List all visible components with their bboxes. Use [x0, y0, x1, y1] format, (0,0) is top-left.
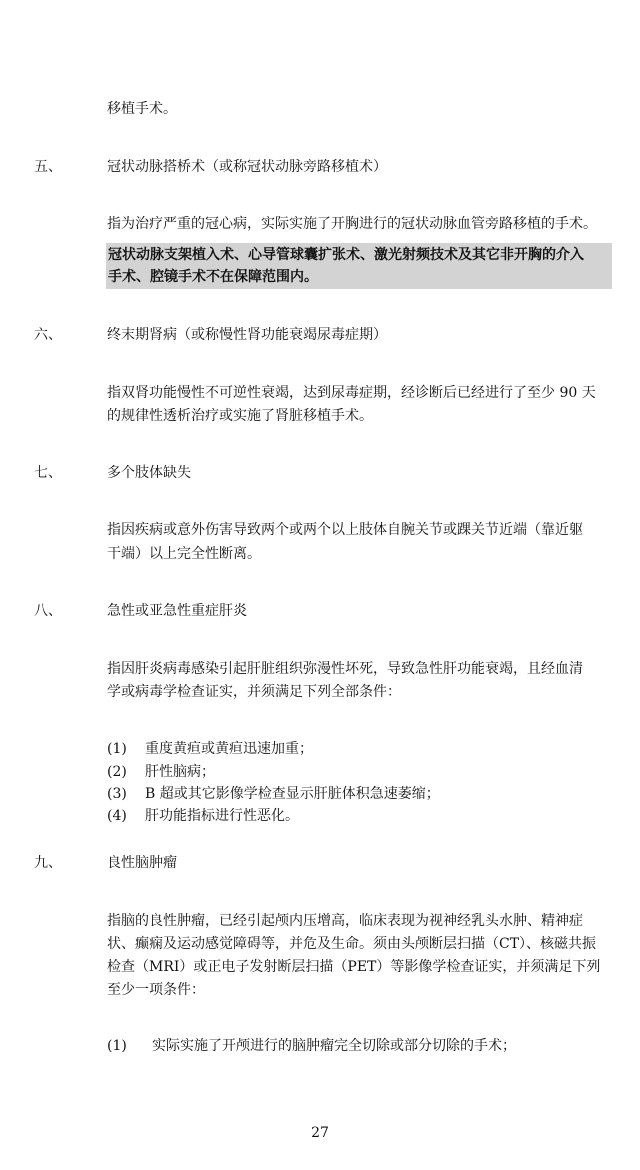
section-number: 六、: [34, 327, 62, 343]
section-title: 良性脑肿瘤: [107, 855, 177, 871]
paragraph-line: 至少一项条件：: [107, 982, 205, 998]
paragraph-line: 指脑的良性肿瘤，已经引起颅内压增高，临床表现为视神经乳头水肿、精神症: [107, 913, 583, 929]
list-item: 重度黄疸或黄疸迅速加重；: [145, 741, 313, 757]
paragraph-line: 的规律性透析治疗或实施了肾脏移植手术。: [107, 408, 373, 424]
paragraph-line: 状、癫痫及运动感觉障碍等，并危及生命。须由头颅断层扫描（CT）、核磁共振: [107, 936, 597, 952]
list-item: 肝性脑病；: [145, 764, 215, 780]
section-number: 九、: [34, 855, 62, 871]
paragraph-line: 学或病毒学检查证实，并须满足下列全部条件：: [107, 684, 401, 700]
paragraph-line: 干端）以上完全性断离。: [107, 546, 261, 562]
list-marker: (1): [107, 1038, 127, 1054]
section-number: 五、: [34, 159, 62, 175]
section-number: 八、: [34, 603, 62, 619]
list-marker: (1): [107, 741, 127, 757]
section-number: 七、: [34, 465, 62, 481]
paragraph-line: 指为治疗严重的冠心病，实际实施了开胸进行的冠状动脉血管旁路移植的手术。: [107, 216, 597, 232]
list-marker: (3): [107, 786, 127, 802]
section-title: 急性或亚急性重症肝炎: [107, 603, 247, 619]
paragraph-line: 指因疾病或意外伤害导致两个或两个以上肢体自腕关节或踝关节近端（靠近躯: [107, 522, 583, 538]
paragraph-line: 指因肝炎病毒感染引起肝脏组织弥漫性坏死，导致急性肝功能衰竭，且经血清: [107, 661, 583, 677]
list-marker: (2): [107, 764, 127, 780]
list-item: 肝功能指标进行性恶化。: [145, 808, 299, 824]
highlighted-exclusion-line: 冠状动脉支架植入术、心导管球囊扩张术、激光射频技术及其它非开胸的介入: [108, 247, 584, 263]
highlighted-exclusion-line: 手术、腔镜手术不在保障范围内。: [108, 269, 318, 285]
section-title: 终末期肾病（或称慢性肾功能衰竭尿毒症期）: [107, 327, 387, 343]
section-title: 冠状动脉搭桥术（或称冠状动脉旁路移植术）: [107, 159, 387, 175]
page-number: 27: [311, 1125, 329, 1141]
list-item: 实际实施了开颅进行的脑肿瘤完全切除或部分切除的手术；: [152, 1038, 516, 1054]
continuation-text: 移植手术。: [107, 101, 177, 117]
list-item: B 超或其它影像学检查显示肝脏体积急速萎缩；: [145, 786, 440, 802]
paragraph-line: 指双肾功能慢性不可逆性衰竭，达到尿毒症期，经诊断后已经进行了至少 90 天: [107, 385, 596, 401]
section-title: 多个肢体缺失: [107, 465, 191, 481]
list-marker: (4): [107, 808, 127, 824]
paragraph-line: 检查（MRI）或正电子发射断层扫描（PET）等影像学检查证实，并须满足下列: [107, 959, 601, 975]
